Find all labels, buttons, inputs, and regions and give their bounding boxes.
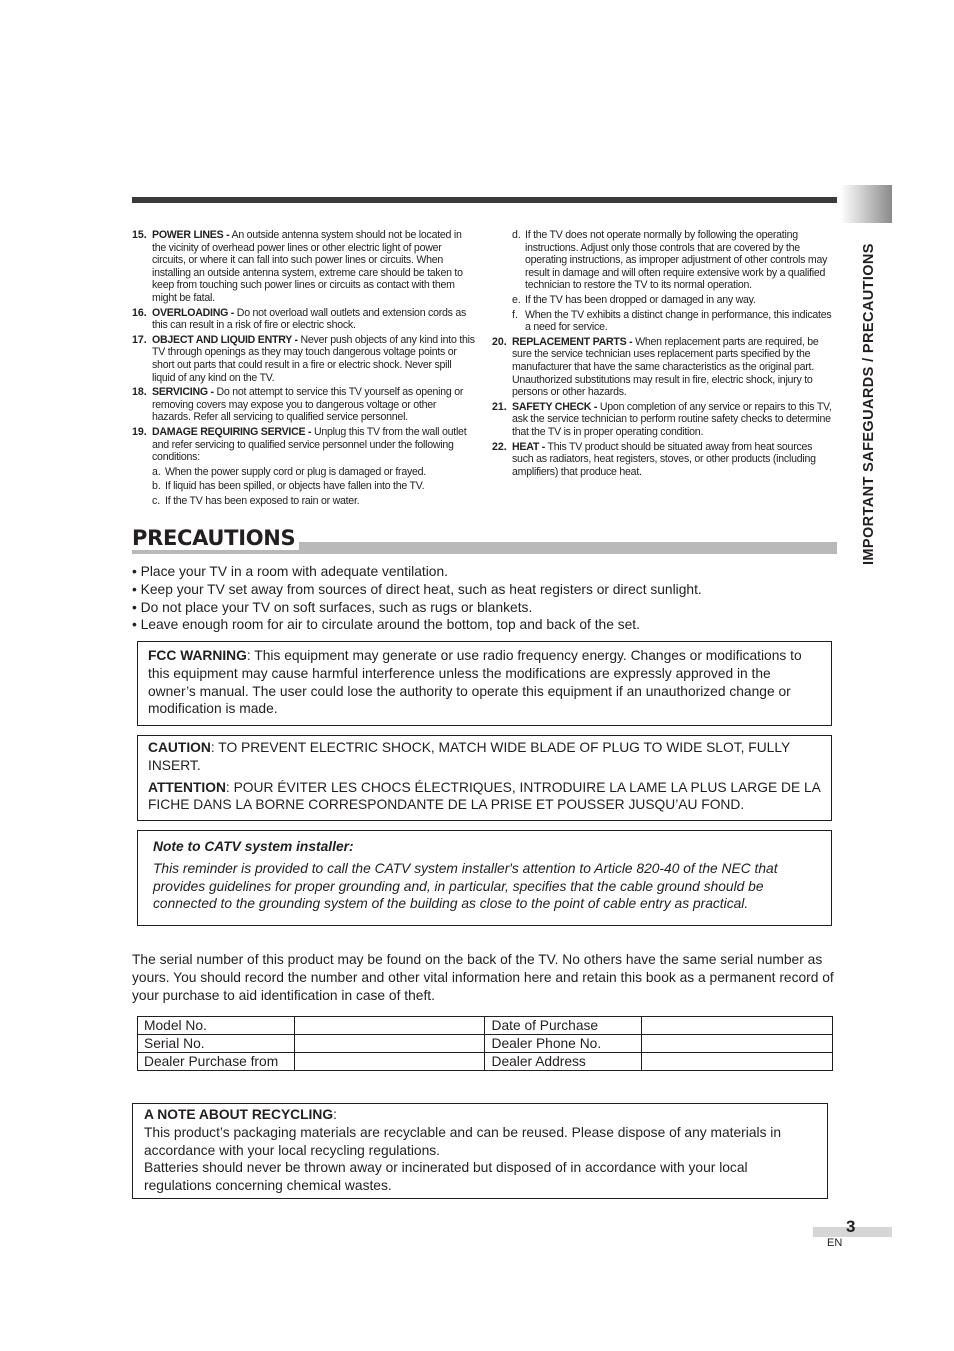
safeguard-item: 19. DAMAGE REQUIRING SERVICE - Unplug this TV from the wall outlet and refer servicing to qualified service personnel under the following conditions: xyxy=(132,425,467,464)
recycling-label: A NOTE ABOUT RECYCLING xyxy=(144,1107,334,1122)
section-title: PRECAUTIONS xyxy=(132,526,299,550)
safeguard-item: 17. OBJECT AND LIQUID ENTRY - Never push objects of any kind into this TV through openings as they may touch dangerous voltage points or short out parts that could result in a fire or electric shock. Never spill liquid of any kind on the TV. xyxy=(132,333,475,384)
recycling-text: This product’s packaging materials are recyclable and can be reused. Please dispose of any materials in accordance with your local recycling regulations. xyxy=(144,1124,782,1158)
list-item: • Leave enough room for air to circulate around the bottom, top and back of the set. xyxy=(132,617,640,633)
table-cell-blank xyxy=(642,1035,833,1053)
table-cell-blank xyxy=(642,1053,833,1071)
table-cell-blank xyxy=(294,1053,485,1071)
fcc-warning-label: FCC WARNING xyxy=(148,648,247,663)
list-item: • Do not place your TV on soft surfaces, such as rugs or blankets. xyxy=(132,599,533,615)
catv-note-title: Note to CATV system installer: xyxy=(153,839,354,854)
catv-note-box xyxy=(137,830,832,926)
attention-label: ATTENTION xyxy=(148,779,226,795)
recycling-note-box: A NOTE ABOUT RECYCLING: This product’s packaging materials are recyclable and can be reused. Please dispose of any materials in accordance with your local recycling regulations. Batteries should never be thrown away or incinerated but disposed of in accordance with your local regulations concerning chemical wastes. xyxy=(132,1103,828,1199)
safeguard-item: 18. SERVICING - Do not attempt to service this TV yourself as opening or removing covers may expose you to dangerous voltage or other hazards. Refer all servicing to qualified service personnel. xyxy=(132,386,464,424)
safeguard-subitem: c. If the TV has been exposed to rain or water. xyxy=(152,494,360,507)
safeguard-subitem: f. When the TV exhibits a distinct change in performance, this indicates a need for service. xyxy=(512,308,832,334)
safeguards-column-left xyxy=(132,229,477,509)
caution-label: CAUTION xyxy=(148,740,211,755)
fcc-warning-box xyxy=(137,641,832,726)
safeguard-item: 20. REPLACEMENT PARTS - When replacement parts are required, be sure the service technician uses replacement parts specified by the manufacturer that have the same characteristics as the original part. Unauthorized substitutions may result in fire, electric shock, injury to persons or other hazards. xyxy=(492,335,819,399)
serial-number-paragraph: The serial number of this product may be found on the back of the TV. No others have the same serial number as yours. You should record the number and other vital information here and retain this book as a permanent record of your purchase to aid identification in case of theft. xyxy=(132,952,834,1003)
table-cell-label: Dealer Address xyxy=(485,1053,642,1071)
table-cell-blank xyxy=(294,1017,485,1035)
safeguard-subitem: b. If liquid has been spilled, or objects have fallen into the TV. xyxy=(152,480,425,493)
table-cell-label: Serial No. xyxy=(138,1035,295,1053)
list-item: • Place your TV in a room with adequate ventilation. xyxy=(132,564,448,579)
safeguards-column-right xyxy=(492,229,835,480)
table-row xyxy=(138,1035,833,1053)
batteries-text: Batteries should never be thrown away or incinerated but disposed of in accordance with your local regulations concerning chemical wastes. xyxy=(144,1160,748,1194)
precautions-list xyxy=(132,563,832,634)
attention-text: : POUR ÉVITER LES CHOCS ÉLECTRIQUES, INTRODUIRE LA LAME LA PLUS LARGE DE LA FICHE DANS LA BORNE CORRESPONDANTE DE LA PRISE ET POUSSER JUSQU’AU FOND. xyxy=(148,779,821,813)
safeguard-item: 22. HEAT - This TV product should be situated away from heat sources such as radiators, heat registers, stoves, or other products (including amplifiers) that produce heat. xyxy=(492,440,816,478)
language-code: EN xyxy=(827,1237,843,1249)
table-cell-label: Dealer Purchase from xyxy=(138,1053,295,1071)
side-tab-marker xyxy=(840,185,892,223)
list-item: • Keep your TV set away from sources of direct heat, such as heat registers or direct sunlight. xyxy=(132,581,702,597)
top-rule xyxy=(132,197,837,203)
table-cell-blank xyxy=(642,1017,833,1035)
page-number: 3 xyxy=(846,1217,856,1236)
side-tab-label: IMPORTANT SAFEGUARDS / PRECAUTIONS xyxy=(861,243,877,565)
purchase-record-table xyxy=(137,1016,833,1071)
safeguard-item: 15. POWER LINES - An outside antenna system should not be located in the vicinity of overhead power lines or other electric light of power circuits, or where it can fall into such power lines or circuits. When installing an outside antenna system, extreme care should be taken to keep from touching such power lines or circuits as contact with them might be fatal. xyxy=(132,229,463,304)
safeguard-subitem: e. If the TV has been dropped or damaged in any way. xyxy=(512,293,756,306)
caution-box xyxy=(137,735,832,821)
safeguard-item: 21. SAFETY CHECK - Upon completion of any service or repairs to this TV, ask the service technician to perform routine safety checks to determine that the TV is in proper operating condition. xyxy=(492,400,832,438)
table-row xyxy=(138,1017,833,1035)
safeguard-subitem: d. If the TV does not operate normally by following the operating instructions. Adjust only those controls that are covered by the operating instructions, as improper adjustment of other controls may result in damage and will often require extensive work by a qualified technician to restore the TV to its normal operation. xyxy=(512,229,828,292)
table-cell-label: Model No. xyxy=(138,1017,295,1035)
table-cell-label: Dealer Phone No. xyxy=(485,1035,642,1053)
caution-text: : TO PREVENT ELECTRIC SHOCK, MATCH WIDE BLADE OF PLUG TO WIDE SLOT, FULLY INSERT. xyxy=(148,740,790,773)
fcc-warning-text: : This equipment may generate or use radio frequency energy. Changes or modifications to this equipment may cause harmful interference unless the modifications are expressly approved in the owner’s manual. The user could lose the authority to operate this equipment if an unauthorized change or modification is made. xyxy=(148,648,802,717)
table-cell-blank xyxy=(294,1035,485,1053)
table-cell-label: Date of Purchase xyxy=(485,1017,642,1035)
safeguard-item: 16. OVERLOADING - Do not overload wall outlets and extension cords as this can result in a risk of fire or electric shock. xyxy=(132,306,467,332)
catv-note-text: This reminder is provided to call the CATV system installer's attention to Article 820-40 of the NEC that provides guidelines for proper grounding and, in particular, specifies that the cable ground should be connected to the grounding system of the building as close to the point of cable entry as practical. xyxy=(153,860,778,912)
safeguard-subitem: a. When the power supply cord or plug is damaged or frayed. xyxy=(152,465,426,478)
table-row xyxy=(138,1053,833,1071)
